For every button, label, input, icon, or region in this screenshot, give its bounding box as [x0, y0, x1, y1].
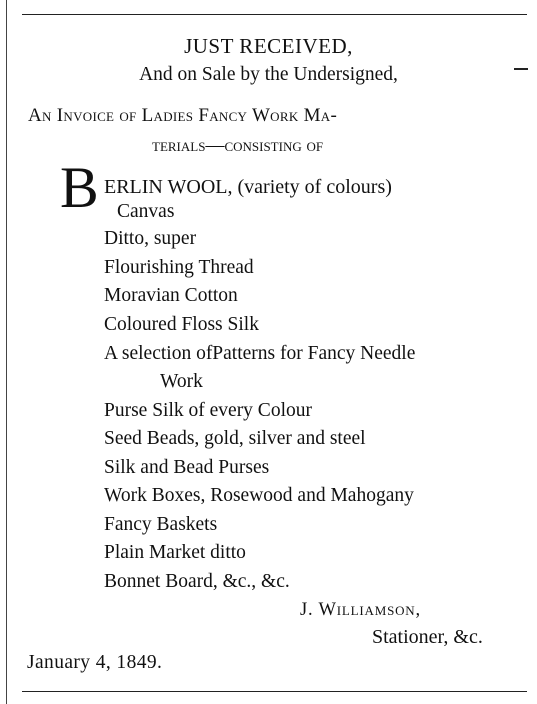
- column-rule: [6, 0, 7, 704]
- headline: JUST RECEIVED,: [184, 34, 353, 58]
- signer-name: J. Williamson,: [300, 600, 421, 620]
- list-item: Purse Silk of every Colour: [104, 400, 312, 421]
- list-item: Coloured Floss Silk: [104, 314, 259, 335]
- top-rule: [22, 14, 527, 15]
- list-item: Flourishing Thread: [104, 257, 254, 278]
- list-item: Canvas: [117, 201, 175, 222]
- advert-date: January 4, 1849.: [27, 652, 163, 673]
- list-item: Ditto, super: [104, 228, 197, 249]
- bottom-rule: [22, 691, 527, 692]
- subheading: And on Sale by the Undersigned,: [139, 64, 398, 85]
- drop-cap: B: [60, 155, 99, 220]
- list-item: Fancy Baskets: [104, 514, 218, 535]
- list-item: Seed Beads, gold, silver and steel: [104, 428, 366, 449]
- list-item: Plain Market ditto: [104, 542, 246, 563]
- lead-item: ERLIN WOOL, (variety of colours): [104, 176, 392, 198]
- list-item: Work Boxes, Rosewood and Mahogany: [104, 485, 414, 506]
- list-item: Bonnet Board, &c., &c.: [104, 571, 290, 592]
- materials-line: terials—consisting of: [152, 135, 324, 156]
- signer-title: Stationer, &c.: [372, 626, 483, 648]
- list-item: Work: [160, 371, 203, 392]
- list-item: A selection ofPatterns for Fancy Needle: [104, 343, 416, 364]
- list-item: Moravian Cotton: [104, 285, 238, 306]
- invoice-line: An Invoice of Ladies Fancy Work Ma-: [28, 105, 338, 126]
- list-item: Silk and Bead Purses: [104, 457, 270, 478]
